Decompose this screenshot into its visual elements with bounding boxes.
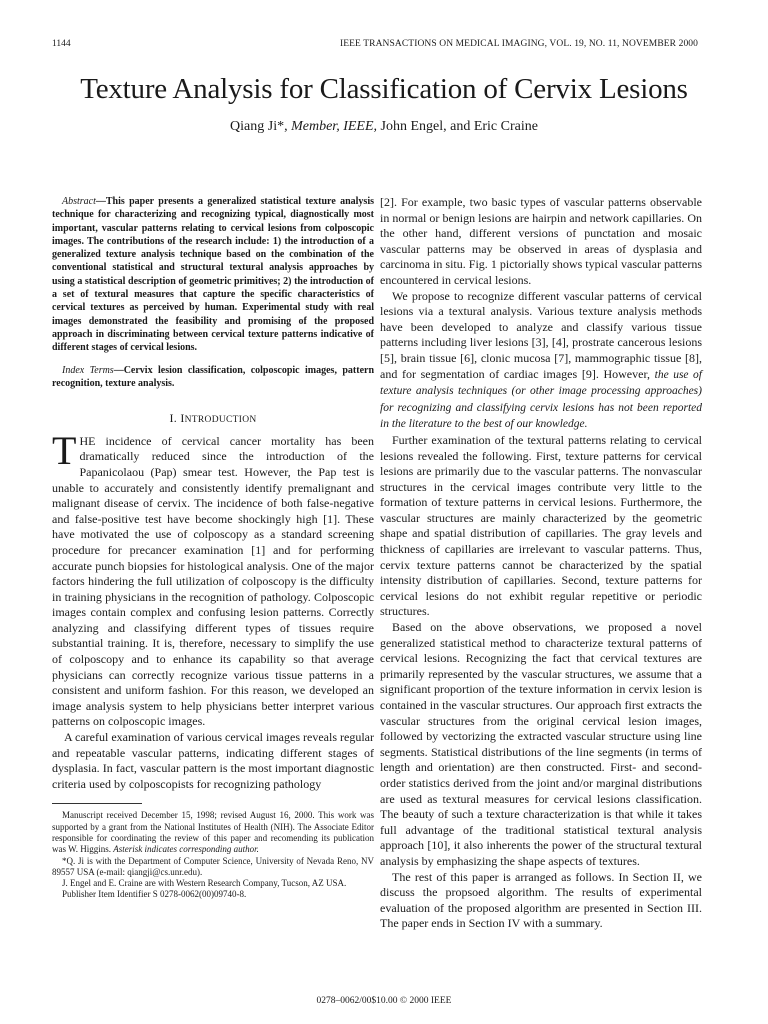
section-name: NTRODUCTION xyxy=(184,415,257,426)
right-paragraph-3: Further examination of the textural patterns relating to cervical lesions revealed the following. First, texture patterns for cervical lesions are primarily due to the vascular patterns. The nonvascular structures in the cervical images contribute very little to the formation of texture patterns in cervical lesions. Furthermore, the vascular structures are mainly characterized by the geometric shape and spatial distribution of capillaries. The gray levels and thickness of capillaries are irrelevant to vascular patterns. Thus, cervix texture patterns cannot be characterized by the spatial intensity distribution of capillaries. Second, texture patterns for cervical lesions do not exhibit regular repetitive or periodic structures. xyxy=(380,432,702,619)
index-terms-text: —Cervix lesion classification, colposcopic images, pattern recognition, texture analysis. xyxy=(52,364,375,389)
footnote-rule xyxy=(52,803,142,804)
left-column xyxy=(52,195,374,901)
author-rest: John Engel, and Eric Craine xyxy=(380,119,538,134)
index-terms-label: Index Terms xyxy=(62,364,114,376)
author-line xyxy=(0,119,768,135)
section-number: I. I xyxy=(169,411,185,426)
footnote-asterisk-note: Asterisk indicates corresponding author. xyxy=(113,844,259,855)
footnote-manuscript-text: Manuscript received December 15, 1998; revised August 16, 2000. This work was supported by a grant from the National Institutes of Health (NIH). The Associate Editor responsible for coordinating the review of this paper and recomending its publication was W. Higgins. xyxy=(52,810,374,855)
intro-paragraph-1-text: HE incidence of cervical cancer mortality has been dramatically reduced since the introduction of the Papanicolaou (Pap) smear test. However, the Pap test is unable to accurately and consistently identify premalignant and malignant disease of cervix. The incidence of both false-negative and false-positive test have become shockingly high [1]. These have motivated the use of colposcopy as a standard screening procedure for precancer examination [1] and for performing accurate punch biopsies for histological analysis. One of the major factors hindering the full utilization of colposcopy is the difficulty in training physicians in the recognition of pathology. Colposcopic images contain complex and confusing lesion patterns. Correctly analyzing and classifying different types of tissues require substantial training. It is, therefore, necessary to simplify the use of colposcopy and to enhance its capability so that average physicians can correctly recognize various tissue patterns in a consistent and uniform fashion. For this reason, we developed an image analysis system to help physicians better interpret various patterns on colposcopic images. xyxy=(52,433,374,729)
paper-title: Texture Analysis for Classification of Cervix Lesions xyxy=(80,73,688,105)
abstract xyxy=(52,195,374,355)
footnote-manuscript xyxy=(52,810,374,855)
section-heading-introduction xyxy=(52,411,374,429)
right-paragraph-5: The rest of this paper is arranged as follows. In Section II, we discuss the propsoed algorithm. The results of experimental evaluation of the proposed algorithm are presented in Section III. The paper ends in Section IV with a summary. xyxy=(380,869,702,931)
footnote-engel-craine: J. Engel and E. Craine are with Western Research Company, Tucson, AZ USA. xyxy=(62,878,347,889)
running-head: IEEE TRANSACTIONS ON MEDICAL IMAGING, VOL. 19, NO. 11, NOVEMBER 2000 xyxy=(339,39,698,49)
drop-cap: T xyxy=(52,427,77,473)
page-number: 1144 xyxy=(52,39,71,49)
right-paragraph-2 xyxy=(380,289,702,433)
footnote-publisher-id: Publisher Item Identifier S 0278-0062(00)09740-8. xyxy=(62,889,247,900)
footnotes xyxy=(52,810,374,900)
author-lead: Qiang Ji*, xyxy=(230,119,288,134)
author-affiliation: Member, IEEE, xyxy=(291,119,378,134)
intro-paragraph-2: A careful examination of various cervical images reveals regular and repeatable vascular patterns, indicating different stages of dysplasia. In fact, vascular pattern is the most important diagnostic criteria used by colposcopists for recognizing pathology xyxy=(52,730,374,791)
abstract-text: —This paper presents a generalized statistical texture analysis technique for characterizing and recognizing typical, diagnostically most important, vascular patterns relating to cervical lesions from colposcopic images. The contributions of the research include: 1) the introduction of a generalized texture analysis technique based on the combination of the conventional statistical and structural textural analysis approaches by using a statistical description of geometric primitives; 2) the introduction of a set of textural measures that capture the specific characteristics of cervical textures as perceived by human. Experimental study with real images demonstrated the feasibility and promising of the proposed approach in discriminating between cervical texture patterns indicative of different stages of cervical lesions. xyxy=(52,196,374,354)
footnote-ji: *Q. Ji is with the Department of Computer Science, University of Nevada Reno, NV 89557 USA (e-mail: qiangji@cs.unr.edu). xyxy=(52,855,374,877)
right-paragraph-2-italic: the use of texture analysis techniques (or other image processing approaches) for recognizing and classifying cervix lesions has not been reported in the literature to the best of our knowledge. xyxy=(380,368,702,431)
index-terms xyxy=(52,364,374,391)
right-paragraph-1: [2]. For example, two basic types of vascular patterns observable in normal or benign lesions are hairpin and network capillaries. On the other hand, different versions of punctation and mosaic vascular patterns may be observed in areas of dysplasia and carcinoma in situ. Fig. 1 pictorially shows typical vascular patterns encountered in cervical lesions. xyxy=(380,195,702,287)
copyright-line: 0278–0062/00$10.00 © 2000 IEEE xyxy=(316,996,452,1006)
right-column xyxy=(380,195,702,932)
right-paragraph-4: Based on the above observations, we proposed a novel generalized statistical method to characterize textural patterns of cervical lesions. Recognizing the fact that cervical textures are primarily represented by the vascular structures, we assume that a significant proportion of the texture information in cervix lesion is contained in the vascular structures. Our approach first extracts the vascular structures from the original cervical lesion images, followed by vectorizing the extracted vascular structure using line segments. Statistical distributions of the line segments (in terms of length and orientation) are then constructed. First- and second-order statistics derived from the joint and/or marginal distributions are used as textural measures for cervical lesions classification. The beauty of such a texture characterization is that while it takes full advantage of the traditional statistical textural analysis approach [10], it also inherents the power of the structural textural analysis by emphasizing the shape aspects of textures. xyxy=(380,620,702,868)
intro-paragraph-1 xyxy=(52,427,374,730)
abstract-label: Abstract xyxy=(62,196,96,207)
right-paragraph-2-text: We propose to recognize different vascular patterns of cervical lesions via a textural analysis. Various texture analysis methods have been developed to analyze and classify various tissue patterns including liver lesions [3], [4], prostrate cancerous lesions [5], brain tissue [6], clonic mucosa [7], mammographic tissue [8], and for segmentation of cardiac images [9]. However, xyxy=(380,288,702,381)
